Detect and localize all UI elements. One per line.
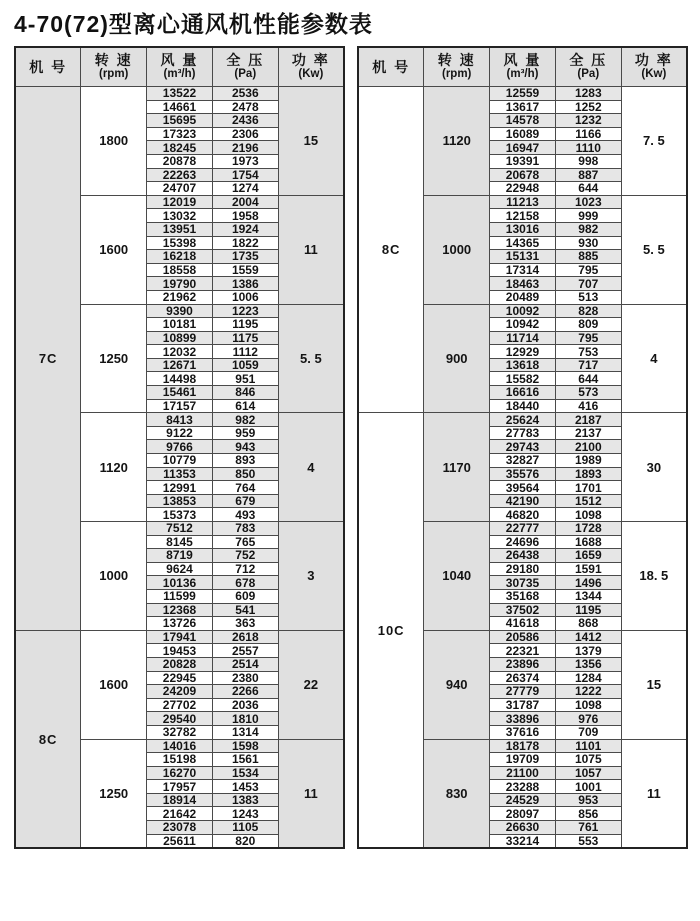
- power-cell: 22: [278, 630, 344, 739]
- pressure-cell: 2100: [555, 440, 621, 454]
- header-row: [15, 47, 344, 87]
- flow-cell: 16947: [490, 141, 556, 155]
- pressure-cell: 1822: [212, 236, 278, 250]
- flow-cell: 15373: [147, 508, 213, 522]
- speed-cell: 1250: [81, 304, 147, 413]
- flow-cell: 11599: [147, 589, 213, 603]
- speed-cell: 1170: [424, 413, 490, 522]
- pressure-cell: 820: [212, 834, 278, 848]
- power-cell: 7. 5: [621, 87, 687, 196]
- pressure-cell: 1412: [555, 630, 621, 644]
- pressure-cell: 868: [555, 617, 621, 631]
- flow-cell: 21962: [147, 290, 213, 304]
- flow-cell: 15131: [490, 250, 556, 264]
- flow-cell: 35168: [490, 589, 556, 603]
- header-label-power: 功 率: [634, 52, 673, 69]
- flow-cell: 12019: [147, 195, 213, 209]
- speed-cell: 940: [424, 630, 490, 739]
- flow-cell: 9766: [147, 440, 213, 454]
- flow-cell: 16089: [490, 127, 556, 141]
- pressure-cell: 856: [555, 807, 621, 821]
- pressure-cell: 1561: [212, 753, 278, 767]
- pressure-cell: 930: [555, 236, 621, 250]
- pressure-cell: 1284: [555, 671, 621, 685]
- flow-cell: 8413: [147, 413, 213, 427]
- pressure-cell: 1006: [212, 290, 278, 304]
- pressure-cell: 2380: [212, 671, 278, 685]
- flow-cell: 31787: [490, 698, 556, 712]
- pressure-cell: 951: [212, 372, 278, 386]
- pressure-cell: 541: [212, 603, 278, 617]
- pressure-cell: 976: [555, 712, 621, 726]
- pressure-cell: 1534: [212, 766, 278, 780]
- pressure-cell: 1810: [212, 712, 278, 726]
- pressure-cell: 416: [555, 399, 621, 413]
- flow-cell: 17157: [147, 399, 213, 413]
- pressure-cell: 1252: [555, 100, 621, 114]
- table-row: [15, 87, 344, 101]
- pressure-cell: 1075: [555, 753, 621, 767]
- pressure-cell: 1559: [212, 263, 278, 277]
- flow-cell: 25624: [490, 413, 556, 427]
- pressure-cell: 2036: [212, 698, 278, 712]
- flow-cell: 41618: [490, 617, 556, 631]
- flow-cell: 29180: [490, 562, 556, 576]
- table-row: [358, 87, 687, 101]
- flow-cell: 27702: [147, 698, 213, 712]
- flow-cell: 19790: [147, 277, 213, 291]
- flow-cell: 13618: [490, 358, 556, 372]
- flow-cell: 37502: [490, 603, 556, 617]
- table-row: [15, 630, 344, 644]
- pressure-cell: 1344: [555, 589, 621, 603]
- pressure-cell: 553: [555, 834, 621, 848]
- flow-cell: 18914: [147, 793, 213, 807]
- pressure-cell: 1223: [212, 304, 278, 318]
- speed-cell: 1000: [81, 522, 147, 631]
- flow-cell: 24707: [147, 182, 213, 196]
- pressure-cell: 609: [212, 589, 278, 603]
- header-unit-flow: (m³/h): [163, 68, 196, 81]
- pressure-cell: 709: [555, 725, 621, 739]
- power-cell: 15: [278, 87, 344, 196]
- power-cell: 11: [278, 195, 344, 304]
- pressure-cell: 678: [212, 576, 278, 590]
- pressure-cell: 752: [212, 549, 278, 563]
- speed-cell: 830: [424, 739, 490, 848]
- pressure-cell: 959: [212, 426, 278, 440]
- flow-cell: 10899: [147, 331, 213, 345]
- model-cell: 10C: [358, 413, 424, 849]
- pressure-cell: 679: [212, 494, 278, 508]
- flow-cell: 33214: [490, 834, 556, 848]
- pressure-cell: 1688: [555, 535, 621, 549]
- column-header-speed: [81, 47, 147, 87]
- flow-cell: 39564: [490, 481, 556, 495]
- flow-cell: 13522: [147, 87, 213, 101]
- flow-cell: 10136: [147, 576, 213, 590]
- header-unit-flow: (m³/h): [506, 68, 539, 81]
- flow-cell: 15461: [147, 386, 213, 400]
- model-cell: 8C: [358, 87, 424, 413]
- flow-cell: 15582: [490, 372, 556, 386]
- speed-cell: 900: [424, 304, 490, 413]
- flow-cell: 20828: [147, 657, 213, 671]
- flow-cell: 12032: [147, 345, 213, 359]
- pressure-cell: 887: [555, 168, 621, 182]
- pressure-cell: 712: [212, 562, 278, 576]
- flow-cell: 8145: [147, 535, 213, 549]
- pressure-cell: 795: [555, 331, 621, 345]
- flow-cell: 35576: [490, 467, 556, 481]
- flow-cell: 9122: [147, 426, 213, 440]
- pressure-cell: 999: [555, 209, 621, 223]
- flow-cell: 12158: [490, 209, 556, 223]
- column-header-power: [278, 47, 344, 87]
- column-header-pressure: [212, 47, 278, 87]
- flow-cell: 27779: [490, 685, 556, 699]
- pressure-cell: 1274: [212, 182, 278, 196]
- pressure-cell: 2478: [212, 100, 278, 114]
- flow-cell: 15398: [147, 236, 213, 250]
- pressure-cell: 850: [212, 467, 278, 481]
- pressure-cell: 753: [555, 345, 621, 359]
- pressure-cell: 1754: [212, 168, 278, 182]
- header-unit-pressure: (Pa): [577, 68, 600, 81]
- header-label-model: 机 号: [372, 58, 411, 75]
- pressure-cell: 2618: [212, 630, 278, 644]
- flow-cell: 7512: [147, 522, 213, 536]
- flow-cell: 46820: [490, 508, 556, 522]
- pressure-cell: 1283: [555, 87, 621, 101]
- flow-cell: 14578: [490, 114, 556, 128]
- flow-cell: 12929: [490, 345, 556, 359]
- pressure-cell: 1001: [555, 780, 621, 794]
- pressure-cell: 1057: [555, 766, 621, 780]
- flow-cell: 12991: [147, 481, 213, 495]
- pressure-cell: 2306: [212, 127, 278, 141]
- pressure-cell: 717: [555, 358, 621, 372]
- flow-cell: 22945: [147, 671, 213, 685]
- flow-cell: 17323: [147, 127, 213, 141]
- pressure-cell: 1383: [212, 793, 278, 807]
- flow-cell: 18463: [490, 277, 556, 291]
- power-cell: 18. 5: [621, 522, 687, 631]
- pressure-cell: 1105: [212, 821, 278, 835]
- flow-cell: 13726: [147, 617, 213, 631]
- flow-cell: 18245: [147, 141, 213, 155]
- header-label-pressure: 全 压: [569, 52, 608, 69]
- flow-cell: 13016: [490, 222, 556, 236]
- flow-cell: 20878: [147, 154, 213, 168]
- flow-cell: 20489: [490, 290, 556, 304]
- pressure-cell: 1598: [212, 739, 278, 753]
- pressure-cell: 982: [555, 222, 621, 236]
- header-label-flow: 风 量: [503, 52, 542, 69]
- power-cell: 3: [278, 522, 344, 631]
- pressure-cell: 2266: [212, 685, 278, 699]
- flow-cell: 23896: [490, 657, 556, 671]
- flow-cell: 28097: [490, 807, 556, 821]
- pressure-cell: 513: [555, 290, 621, 304]
- pressure-cell: 764: [212, 481, 278, 495]
- column-header-speed: [424, 47, 490, 87]
- pressure-cell: 2436: [212, 114, 278, 128]
- pressure-cell: 765: [212, 535, 278, 549]
- speed-cell: 1600: [81, 195, 147, 304]
- flow-cell: 10779: [147, 454, 213, 468]
- flow-cell: 19453: [147, 644, 213, 658]
- pressure-cell: 943: [212, 440, 278, 454]
- pressure-cell: 1059: [212, 358, 278, 372]
- speed-cell: 1120: [81, 413, 147, 522]
- pressure-cell: 1924: [212, 222, 278, 236]
- flow-cell: 24529: [490, 793, 556, 807]
- pressure-cell: 1098: [555, 698, 621, 712]
- pressure-cell: 644: [555, 372, 621, 386]
- power-cell: 4: [621, 304, 687, 413]
- power-cell: 11: [621, 739, 687, 848]
- flow-cell: 26438: [490, 549, 556, 563]
- flow-cell: 32827: [490, 454, 556, 468]
- flow-cell: 24696: [490, 535, 556, 549]
- flow-cell: 11353: [147, 467, 213, 481]
- page-title: 4-70(72)型离心通风机性能参数表: [14, 11, 373, 37]
- flow-cell: 11714: [490, 331, 556, 345]
- pressure-cell: 1314: [212, 725, 278, 739]
- flow-cell: 17941: [147, 630, 213, 644]
- pressure-cell: 2196: [212, 141, 278, 155]
- model-cell: 7C: [15, 87, 81, 631]
- pressure-cell: 2137: [555, 426, 621, 440]
- flow-cell: 8719: [147, 549, 213, 563]
- pressure-cell: 1973: [212, 154, 278, 168]
- power-cell: 5. 5: [278, 304, 344, 413]
- flow-cell: 26630: [490, 821, 556, 835]
- pressure-cell: 1232: [555, 114, 621, 128]
- flow-cell: 14661: [147, 100, 213, 114]
- flow-cell: 11213: [490, 195, 556, 209]
- pressure-cell: 1195: [555, 603, 621, 617]
- model-cell: 8C: [15, 630, 81, 848]
- pressure-cell: 982: [212, 413, 278, 427]
- pressure-cell: 893: [212, 454, 278, 468]
- table-header: [358, 47, 687, 87]
- pressure-cell: 795: [555, 263, 621, 277]
- pressure-cell: 809: [555, 318, 621, 332]
- flow-cell: 12368: [147, 603, 213, 617]
- flow-cell: 21642: [147, 807, 213, 821]
- pressure-cell: 828: [555, 304, 621, 318]
- header-unit-speed: (rpm): [442, 68, 472, 81]
- column-header-pressure: [555, 47, 621, 87]
- flow-cell: 20586: [490, 630, 556, 644]
- speed-cell: 1250: [81, 739, 147, 848]
- flow-cell: 10092: [490, 304, 556, 318]
- pressure-cell: 707: [555, 277, 621, 291]
- flow-cell: 13617: [490, 100, 556, 114]
- flow-cell: 17957: [147, 780, 213, 794]
- flow-cell: 30735: [490, 576, 556, 590]
- pressure-cell: 1023: [555, 195, 621, 209]
- flow-cell: 18178: [490, 739, 556, 753]
- header-unit-speed: (rpm): [99, 68, 129, 81]
- flow-cell: 13032: [147, 209, 213, 223]
- flow-cell: 13951: [147, 222, 213, 236]
- flow-cell: 37616: [490, 725, 556, 739]
- flow-cell: 18440: [490, 399, 556, 413]
- pressure-cell: 1386: [212, 277, 278, 291]
- pressure-cell: 1496: [555, 576, 621, 590]
- column-header-power: [621, 47, 687, 87]
- pressure-cell: 1728: [555, 522, 621, 536]
- pressure-cell: 1112: [212, 345, 278, 359]
- flow-cell: 14498: [147, 372, 213, 386]
- pressure-cell: 2187: [555, 413, 621, 427]
- flow-cell: 10181: [147, 318, 213, 332]
- pressure-cell: 1591: [555, 562, 621, 576]
- flow-cell: 13853: [147, 494, 213, 508]
- flow-cell: 23288: [490, 780, 556, 794]
- flow-cell: 24209: [147, 685, 213, 699]
- column-header-flow: [147, 47, 213, 87]
- flow-cell: 9390: [147, 304, 213, 318]
- flow-cell: 16616: [490, 386, 556, 400]
- pressure-cell: 614: [212, 399, 278, 413]
- pressure-cell: 1101: [555, 739, 621, 753]
- pressure-cell: 1243: [212, 807, 278, 821]
- flow-cell: 16270: [147, 766, 213, 780]
- pressure-cell: 1110: [555, 141, 621, 155]
- flow-cell: 15695: [147, 114, 213, 128]
- flow-cell: 14016: [147, 739, 213, 753]
- table-body: [358, 87, 687, 849]
- header-row: [358, 47, 687, 87]
- flow-cell: 25611: [147, 834, 213, 848]
- flow-cell: 12671: [147, 358, 213, 372]
- pressure-cell: 885: [555, 250, 621, 264]
- column-header-model: [15, 47, 81, 87]
- speed-cell: 1040: [424, 522, 490, 631]
- pressure-cell: 953: [555, 793, 621, 807]
- pressure-cell: 783: [212, 522, 278, 536]
- pressure-cell: 1735: [212, 250, 278, 264]
- pressure-cell: 1701: [555, 481, 621, 495]
- flow-cell: 27783: [490, 426, 556, 440]
- power-cell: 4: [278, 413, 344, 522]
- speed-cell: 1000: [424, 195, 490, 304]
- column-header-model: [358, 47, 424, 87]
- tables-container: [14, 46, 700, 849]
- header-label-speed: 转 速: [94, 52, 133, 69]
- pressure-cell: 846: [212, 386, 278, 400]
- pressure-cell: 2514: [212, 657, 278, 671]
- performance-table-left: [14, 46, 345, 849]
- flow-cell: 16218: [147, 250, 213, 264]
- flow-cell: 26374: [490, 671, 556, 685]
- flow-cell: 29540: [147, 712, 213, 726]
- flow-cell: 22777: [490, 522, 556, 536]
- table-header: [15, 47, 344, 87]
- header-label-speed: 转 速: [437, 52, 476, 69]
- header-unit-power: (Kw): [641, 68, 667, 81]
- pressure-cell: 1958: [212, 209, 278, 223]
- pressure-cell: 1175: [212, 331, 278, 345]
- pressure-cell: 573: [555, 386, 621, 400]
- flow-cell: 22263: [147, 168, 213, 182]
- pressure-cell: 1356: [555, 657, 621, 671]
- pressure-cell: 1222: [555, 685, 621, 699]
- pressure-cell: 2004: [212, 195, 278, 209]
- power-cell: 15: [621, 630, 687, 739]
- table-body: [15, 87, 344, 849]
- flow-cell: 29743: [490, 440, 556, 454]
- speed-cell: 1120: [424, 87, 490, 196]
- pressure-cell: 1453: [212, 780, 278, 794]
- flow-cell: 9624: [147, 562, 213, 576]
- flow-cell: 19709: [490, 753, 556, 767]
- flow-cell: 19391: [490, 154, 556, 168]
- flow-cell: 22321: [490, 644, 556, 658]
- pressure-cell: 363: [212, 617, 278, 631]
- pressure-cell: 1195: [212, 318, 278, 332]
- pressure-cell: 1989: [555, 454, 621, 468]
- header-label-power: 功 率: [291, 52, 330, 69]
- pressure-cell: 1379: [555, 644, 621, 658]
- speed-cell: 1800: [81, 87, 147, 196]
- table-row: [358, 413, 687, 427]
- flow-cell: 21100: [490, 766, 556, 780]
- power-cell: 30: [621, 413, 687, 522]
- pressure-cell: 761: [555, 821, 621, 835]
- pressure-cell: 1098: [555, 508, 621, 522]
- pressure-cell: 1512: [555, 494, 621, 508]
- pressure-cell: 2536: [212, 87, 278, 101]
- flow-cell: 22948: [490, 182, 556, 196]
- flow-cell: 42190: [490, 494, 556, 508]
- flow-cell: 15198: [147, 753, 213, 767]
- power-cell: 11: [278, 739, 344, 848]
- speed-cell: 1600: [81, 630, 147, 739]
- flow-cell: 20678: [490, 168, 556, 182]
- column-header-flow: [490, 47, 556, 87]
- pressure-cell: 644: [555, 182, 621, 196]
- pressure-cell: 1893: [555, 467, 621, 481]
- header-label-pressure: 全 压: [226, 52, 265, 69]
- flow-cell: 17314: [490, 263, 556, 277]
- flow-cell: 32782: [147, 725, 213, 739]
- header-label-model: 机 号: [29, 58, 68, 75]
- pressure-cell: 2557: [212, 644, 278, 658]
- flow-cell: 14365: [490, 236, 556, 250]
- pressure-cell: 998: [555, 154, 621, 168]
- header-unit-power: (Kw): [298, 68, 324, 81]
- flow-cell: 12559: [490, 87, 556, 101]
- pressure-cell: 493: [212, 508, 278, 522]
- header-unit-pressure: (Pa): [234, 68, 257, 81]
- flow-cell: 10942: [490, 318, 556, 332]
- pressure-cell: 1166: [555, 127, 621, 141]
- performance-table-right: [357, 46, 688, 849]
- flow-cell: 33896: [490, 712, 556, 726]
- header-label-flow: 风 量: [160, 52, 199, 69]
- flow-cell: 23078: [147, 821, 213, 835]
- power-cell: 5. 5: [621, 195, 687, 304]
- pressure-cell: 1659: [555, 549, 621, 563]
- flow-cell: 18558: [147, 263, 213, 277]
